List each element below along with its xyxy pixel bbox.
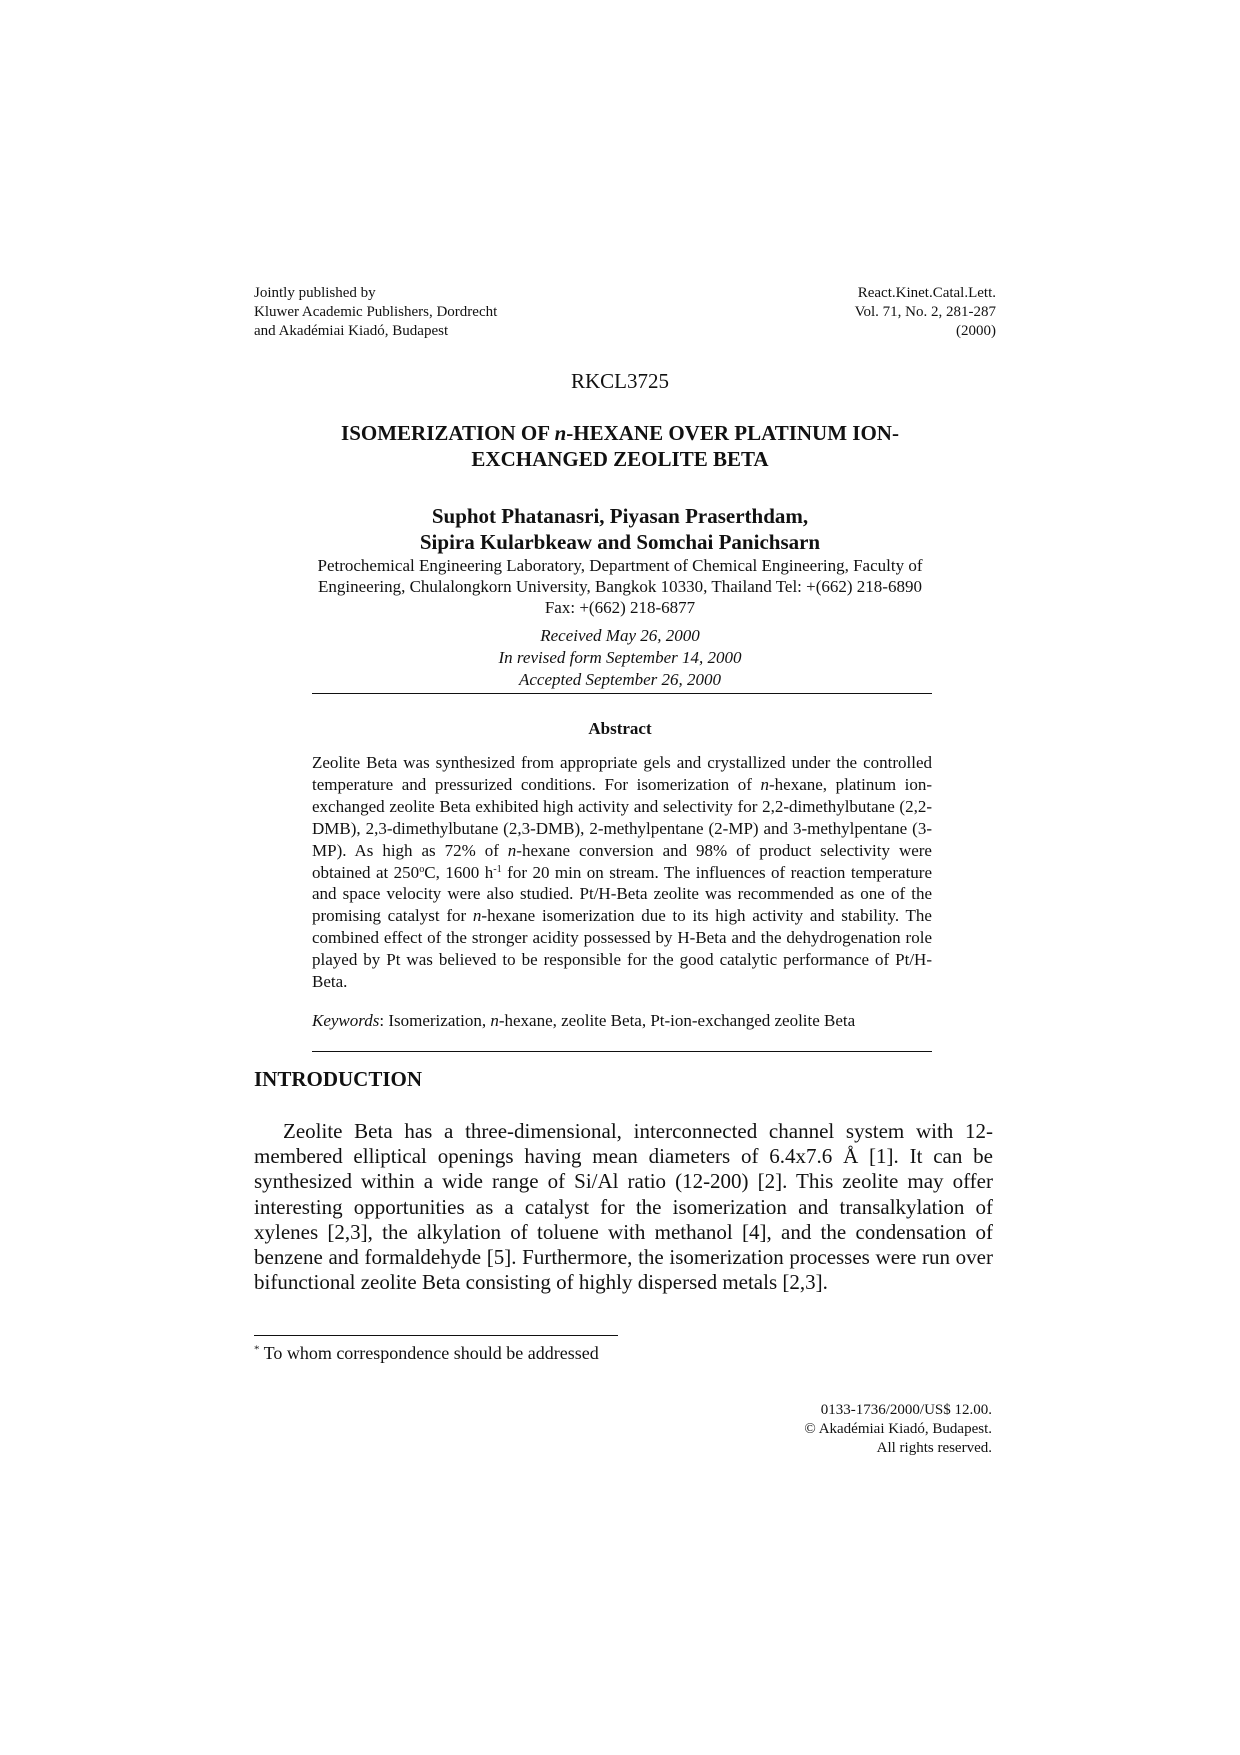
affiliation-line: Fax: +(662) 218-6877 xyxy=(544,598,696,617)
abstract-body xyxy=(312,752,932,993)
publisher-line: and Akadémiai Kiadó, Budapest xyxy=(254,323,449,339)
copyright-line: 0133-1736/2000/US$ 12.00. xyxy=(820,1402,992,1418)
abstract-heading: Abstract xyxy=(588,719,652,738)
publisher-info xyxy=(254,284,497,341)
article-code: RKCL3725 xyxy=(570,369,669,393)
abstract-text: -hexane isomerization due to its high activity and stability. The combined effect of the stronger acidity possessed by H-Beta and the dehydrogenation role played by Pt was believed to be responsible for the good catalytic performance of Pt/H-Beta. xyxy=(312,906,932,992)
abstract-italic: n xyxy=(472,906,482,926)
received-date: Received May 26, 2000 xyxy=(540,626,700,645)
paper-title xyxy=(300,420,940,472)
revised-date: In revised form September 14, 2000 xyxy=(498,648,742,667)
affiliation-line: Engineering, Chulalongkorn University, Bangkok 10330, Thailand Tel: +(662) 218-6890 xyxy=(318,577,922,596)
abstract-bottom-rule xyxy=(312,1051,932,1052)
keywords-italic: n xyxy=(490,1011,499,1030)
introduction-heading: INTRODUCTION xyxy=(254,1067,423,1091)
abstract-text: C, 1600 h xyxy=(424,862,494,882)
footnote xyxy=(254,1342,599,1364)
journal-line: React.Kinet.Catal.Lett. xyxy=(857,285,996,301)
copyright-info xyxy=(804,1401,992,1458)
keywords-text: -hexane, zeolite Beta, Pt-ion-exchanged zeolite Beta xyxy=(498,1011,856,1030)
title-part: ISOMERIZATION OF xyxy=(341,421,555,445)
footnote-rule xyxy=(254,1335,618,1336)
keywords-text: : Isomerization, xyxy=(379,1011,491,1030)
author-line: Sipira Kularbkeaw and Somchai Panichsarn xyxy=(419,530,821,554)
abstract-text: -hexane, platinum ion-exchanged zeolite Beta exhibited high activity and selectivity for 2,2-dimethylbutane (2,2-DMB), 2,3-dimethylbutane (2,3-DMB), 2-methylpentane (2-MP) and 3-methylpentane (3-MP). As high as 72% of xyxy=(312,774,932,860)
title-part: -HEXANE OVER PLATINUM ION-EXCHANGED ZEOLITE BETA xyxy=(471,421,899,471)
journal-line: (2000) xyxy=(956,323,996,339)
introduction-body xyxy=(254,1119,993,1295)
publisher-line: Jointly published by xyxy=(254,285,376,301)
footnote-mark: * xyxy=(254,1343,260,1356)
keywords xyxy=(312,1010,932,1031)
affiliation-line: Petrochemical Engineering Laboratory, Department of Chemical Engineering, Faculty of xyxy=(317,556,923,575)
journal-line: Vol. 71, No. 2, 281-287 xyxy=(854,304,996,320)
abstract-text: for 20 min on stream. The influences of reaction temperature and space velocity were also studied. Pt/H-Beta zeolite was recommended as one of the promising catalyst for xyxy=(312,862,932,926)
keywords-label: Keywords xyxy=(312,1011,380,1030)
abstract-text: Zeolite Beta was synthesized from appropriate gels and crystallized under the controlled temperature and pressurized conditions. For isomerization of xyxy=(312,753,932,794)
introduction-paragraph: Zeolite Beta has a three-dimensional, interconnected channel system with 12-membered elliptical openings having mean diameters of 6.4x7.6 Å [1]. It can be synthesized within a wide range of Si/Al ratio (12-200) [2]. This zeolite may offer interesting opportunities as a catalyst for the isomerization and transalkylation of xylenes [2,3], the alkylation of toluene with methanol [4], and the condensation of benzene and formaldehyde [5]. Furthermore, the isomerization processes were run over bifunctional zeolite Beta consisting of highly dispersed metals [2,3]. xyxy=(254,1119,993,1295)
abstract-italic: n xyxy=(507,840,517,860)
author-line: Suphot Phatanasri, Piyasan Praserthdam, xyxy=(431,504,809,528)
copyright-line: © Akadémiai Kiadó, Budapest. xyxy=(804,1421,992,1437)
copyright-line: All rights reserved. xyxy=(876,1440,992,1456)
accepted-date: Accepted September 26, 2000 xyxy=(518,670,722,689)
title-italic: n xyxy=(554,421,567,445)
footnote-text: To whom correspondence should be addressed xyxy=(259,1343,599,1363)
publisher-line: Kluwer Academic Publishers, Dordrecht xyxy=(254,304,498,320)
exponent-superscript: -1 xyxy=(493,863,502,875)
degree-superscript: o xyxy=(419,863,425,875)
abstract-top-rule xyxy=(312,693,932,694)
authors xyxy=(300,503,940,555)
journal-info xyxy=(855,284,996,341)
abstract-text: -hexane conversion and 98% of product selectivity were obtained at 250 xyxy=(312,840,932,882)
abstract-italic: n xyxy=(760,774,769,794)
affiliation xyxy=(270,555,970,618)
dates xyxy=(300,625,940,691)
